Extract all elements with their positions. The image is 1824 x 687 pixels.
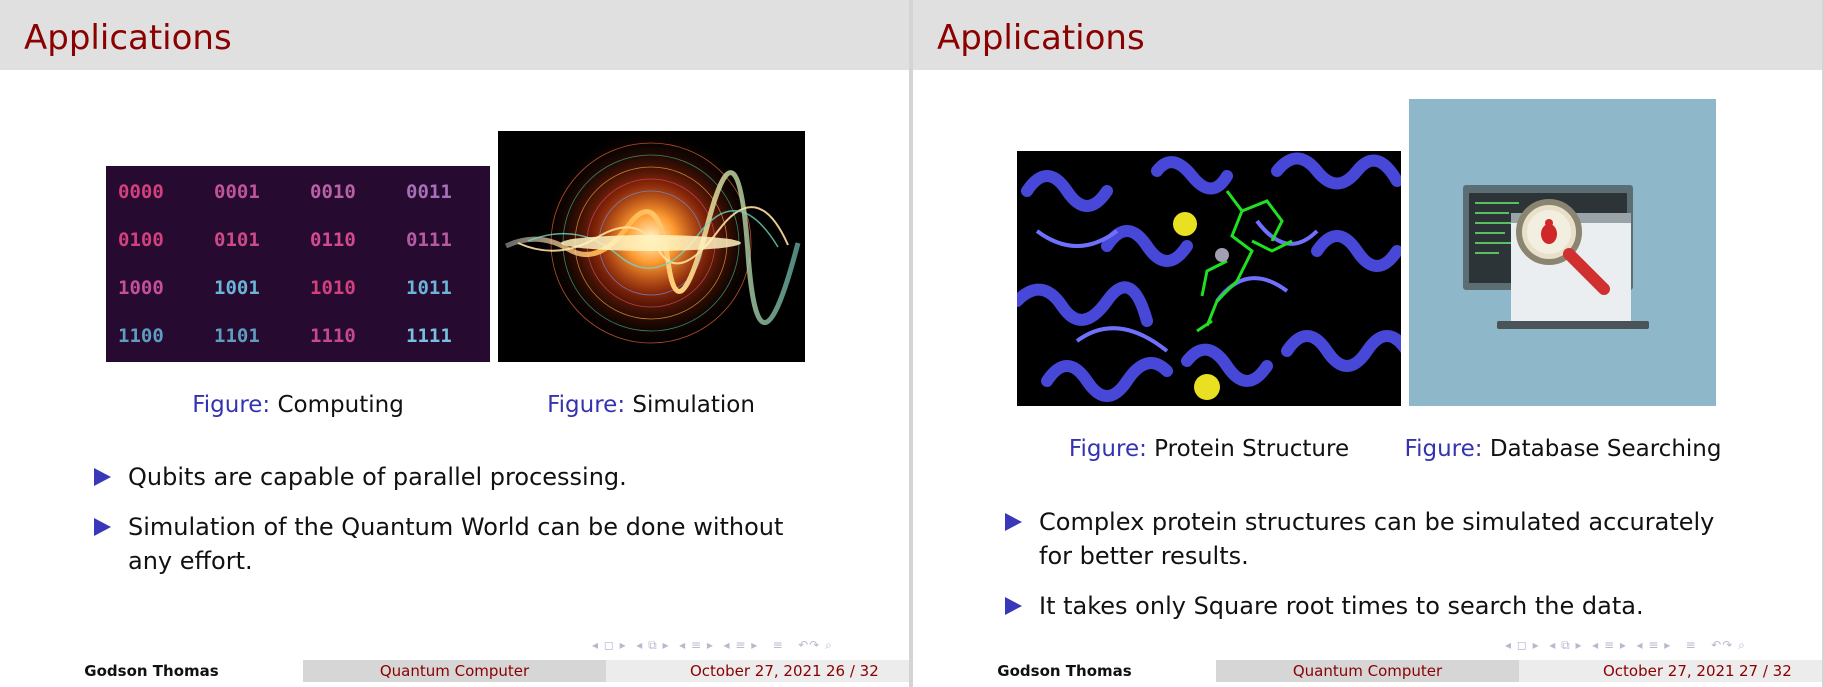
page-number: 26 / 32: [826, 662, 879, 680]
bullet-triangle-icon: [94, 468, 111, 486]
title-bar: [0, 0, 909, 70]
binary-cell: 1000: [118, 277, 164, 299]
footer: [0, 660, 909, 682]
bullet-triangle-icon: [1005, 513, 1022, 531]
figure-protein-image: [1017, 151, 1401, 406]
bullet-item: It takes only Square root times to search the data.: [1005, 589, 1745, 623]
binary-cell: 1001: [214, 277, 260, 299]
binary-cell: 0000: [118, 181, 164, 203]
page-number: 27 / 32: [1739, 662, 1792, 680]
beamer-nav-icons[interactable]: ◂ ◻ ▸ ◂ ⧉ ▸ ◂ ≡ ▸ ◂ ≡ ▸ ≡ ↶↷ ⌕: [592, 638, 833, 652]
figure-computing-image: [106, 166, 490, 362]
footer-title: Quantum Computer: [303, 660, 606, 682]
bullet-triangle-icon: [1005, 597, 1022, 615]
figure-caption: Figure: Computing: [192, 392, 404, 418]
footer-date: October 27, 2021: [1603, 662, 1735, 680]
figure-caption: Figure: Protein Structure: [1068, 436, 1350, 462]
binary-cell: 1111: [406, 325, 452, 347]
slide-27: [913, 0, 1822, 687]
footer-date-page: [606, 660, 909, 682]
bullet-list: [94, 460, 834, 594]
footer-date-page: [1519, 660, 1822, 682]
slide-26: [0, 0, 909, 687]
binary-cell: 1100: [118, 325, 164, 347]
footer-date: October 27, 2021: [690, 662, 822, 680]
protein-illustration: [1017, 151, 1401, 406]
binary-cell: 0110: [310, 229, 356, 251]
binary-cell: 0101: [214, 229, 260, 251]
binary-cell: 1110: [310, 325, 356, 347]
figure-simulation-image: [498, 131, 805, 362]
binary-cell: 0010: [310, 181, 356, 203]
binary-cell: 0001: [214, 181, 260, 203]
binary-cell: 0111: [406, 229, 452, 251]
bullet-item: Simulation of the Quantum World can be done without any effort.: [94, 510, 834, 578]
quantum-wave-illustration: [498, 131, 805, 362]
binary-cell: 1010: [310, 277, 356, 299]
bullet-item: Qubits are capable of parallel processing.: [94, 460, 834, 494]
binary-cell: 0100: [118, 229, 164, 251]
bullet-triangle-icon: [94, 518, 111, 536]
figure-database-image: [1409, 99, 1716, 406]
binary-grid: [106, 166, 490, 362]
binary-cell: 1011: [406, 277, 452, 299]
footer-author: Godson Thomas: [913, 660, 1216, 682]
beamer-nav-icons[interactable]: ◂ ◻ ▸ ◂ ⧉ ▸ ◂ ≡ ▸ ◂ ≡ ▸ ≡ ↶↷ ⌕: [1505, 638, 1746, 652]
slide-title: Applications: [937, 18, 1145, 58]
footer: [913, 660, 1822, 682]
footer-title: Quantum Computer: [1216, 660, 1519, 682]
footer-author: Godson Thomas: [0, 660, 303, 682]
bullet-list: [1005, 505, 1745, 639]
binary-cell: 0011: [406, 181, 452, 203]
figure-caption: Figure: Simulation: [547, 392, 755, 418]
figure-caption: Figure: Database Searching: [1404, 436, 1722, 462]
title-bar: [913, 0, 1822, 70]
database-search-illustration: [1409, 99, 1716, 406]
binary-cell: 1101: [214, 325, 260, 347]
slide-title: Applications: [24, 18, 232, 58]
bullet-item: Complex protein structures can be simulated accurately for better results.: [1005, 505, 1745, 573]
